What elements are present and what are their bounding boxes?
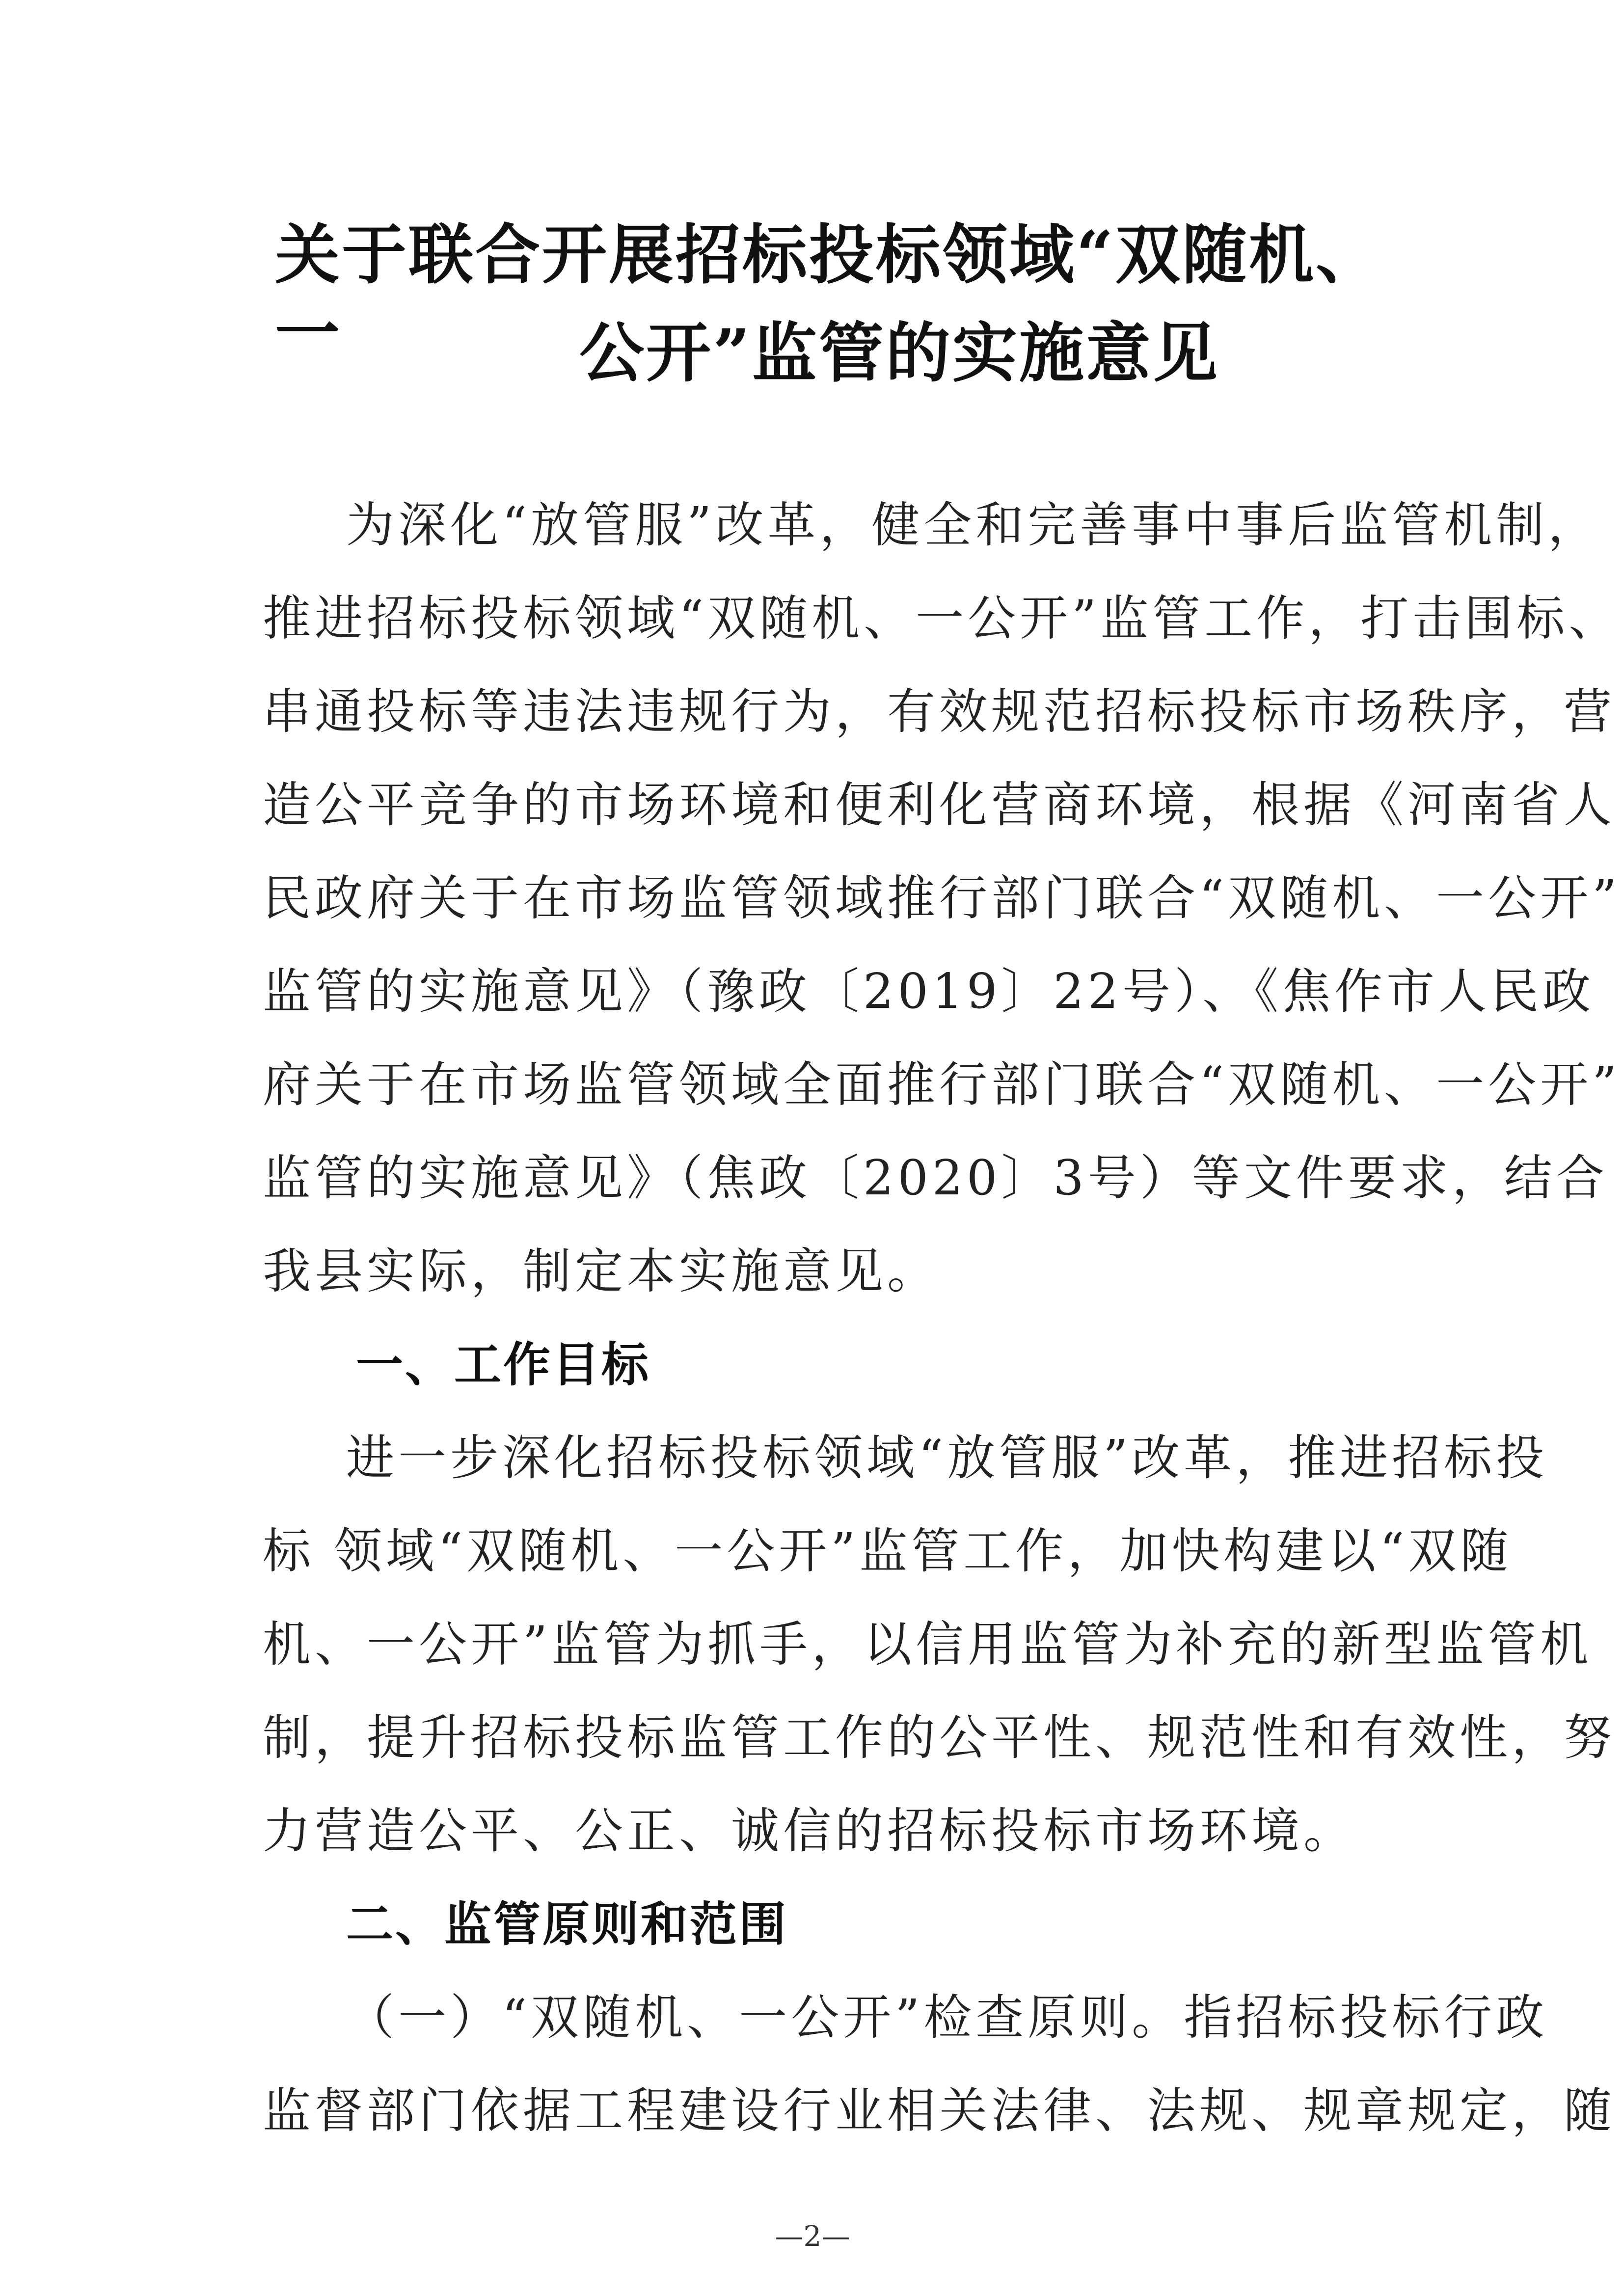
document-title-line-1: 关于联合开展招标投标领域“双随机、一 (275, 217, 1382, 372)
paragraph-1-line-8: 监管的实施意见》（焦政〔2020〕3号）等文件要求，结合 (263, 1150, 1608, 1206)
paragraph-1-line-2: 推进招标投标领域“双随机、一公开”监管工作，打击围标、 (263, 591, 1621, 647)
section-heading-2: 二、监管原则和范围 (346, 1897, 788, 1952)
paragraph-1-line-3: 串通投标等违法违规行为，有效规范招标投标市场秩序，营 (263, 684, 1616, 740)
paragraph-2-line-1: 进一步深化招标投标领域“放管服”改革，推进招标投 (346, 1430, 1548, 1486)
paragraph-1-line-5: 民政府关于在市场监管领域推行部门联合“双随机、一公开” (263, 870, 1621, 926)
paragraph-2-line-5: 力营造公平、公正、诚信的招标投标市场环境。 (263, 1803, 1356, 1859)
paragraph-2-line-4: 制，提升招标投标监管工作的公平性、规范性和有效性，努 (263, 1710, 1616, 1766)
paragraph-3-line-1: （一）“双随机、一公开”检查原则。指招标投标行政 (346, 1990, 1548, 2046)
paragraph-2-line-2: 标 领域“双随机、一公开”监管工作，加快构建以“双随 (263, 1523, 1513, 1579)
paragraph-2-line-3: 机、一公开”监管为抓手，以信用监管为补充的新型监管机 (263, 1617, 1593, 1673)
paragraph-1-line-1: 为深化“放管服”改革，健全和完善事中事后监管机制， (346, 497, 1600, 553)
paragraph-1-line-6: 监管的实施意见》（豫政〔2019〕22号）、《焦作市人民政 (263, 964, 1595, 1020)
page-number: —2— (775, 2219, 850, 2253)
section-heading-1: 一、工作目标 (356, 1337, 650, 1392)
paragraph-1-line-9: 我县实际，制定本实施意见。 (263, 1243, 940, 1299)
document-title-line-2: 公开”监管的实施意见 (579, 315, 1219, 391)
paragraph-1-line-7: 府关于在市场监管领域全面推行部门联合“双随机、一公开” (263, 1057, 1621, 1113)
paragraph-3-line-2: 监督部门依据工程建设行业相关法律、法规、规章规定，随 (263, 2083, 1616, 2139)
paragraph-1-line-4: 造公平竞争的市场环境和便利化营商环境，根据《河南省人 (263, 777, 1616, 833)
